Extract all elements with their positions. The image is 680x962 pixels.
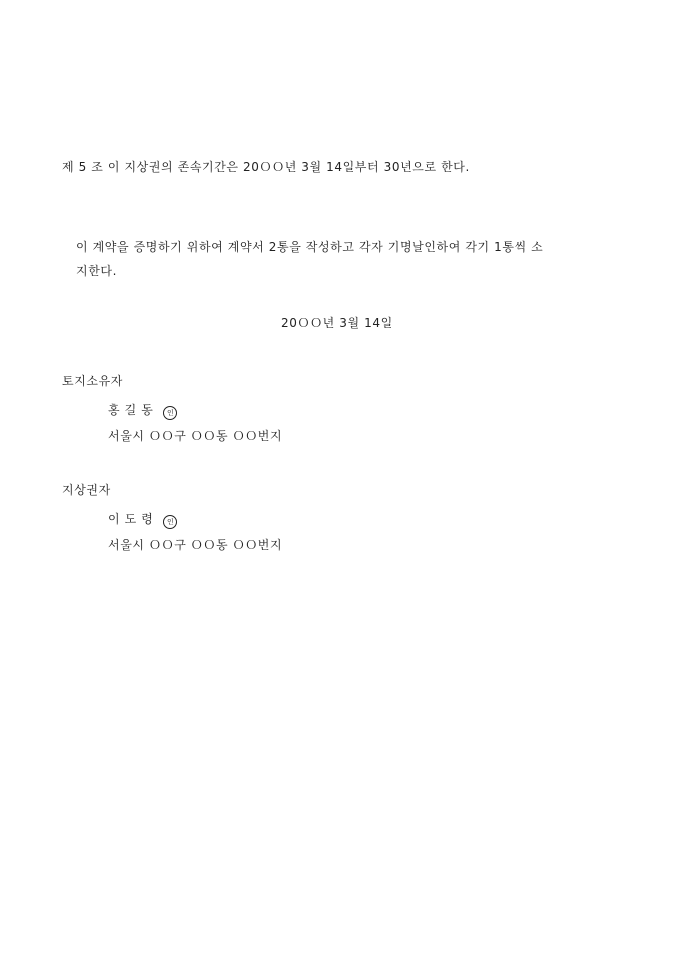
seal-icon: 인 <box>163 515 177 529</box>
contract-date: 20ＯＯ년 3월 14일 <box>281 316 393 330</box>
superficiary-address: 서울시 ＯＯ구 ＯＯ동 ＯＯ번지 <box>108 538 283 552</box>
superficiary-name-row <box>108 511 177 529</box>
land-owner-address: 서울시 ＯＯ구 ＯＯ동 ＯＯ번지 <box>108 429 283 443</box>
land-owner-heading: 토지소유자 <box>62 374 123 388</box>
land-owner-name-row <box>108 402 177 420</box>
superficiary-heading: 지상권자 <box>62 483 111 497</box>
closing-statement-line-1: 이 계약을 증명하기 위하여 계약서 2통을 작성하고 각자 기명날인하여 각기 1통씩 소 <box>76 240 544 254</box>
closing-statement-line-2: 지한다. <box>76 264 117 278</box>
superficiary-name: 이 도 령 <box>108 512 154 526</box>
seal-icon: 인 <box>163 406 177 420</box>
land-owner-name: 홍 길 동 <box>108 403 154 417</box>
article-5-text: 제 5 조 이 지상권의 존속기간은 20ＯＯ년 3월 14일부터 30년으로 한다. <box>62 160 470 174</box>
